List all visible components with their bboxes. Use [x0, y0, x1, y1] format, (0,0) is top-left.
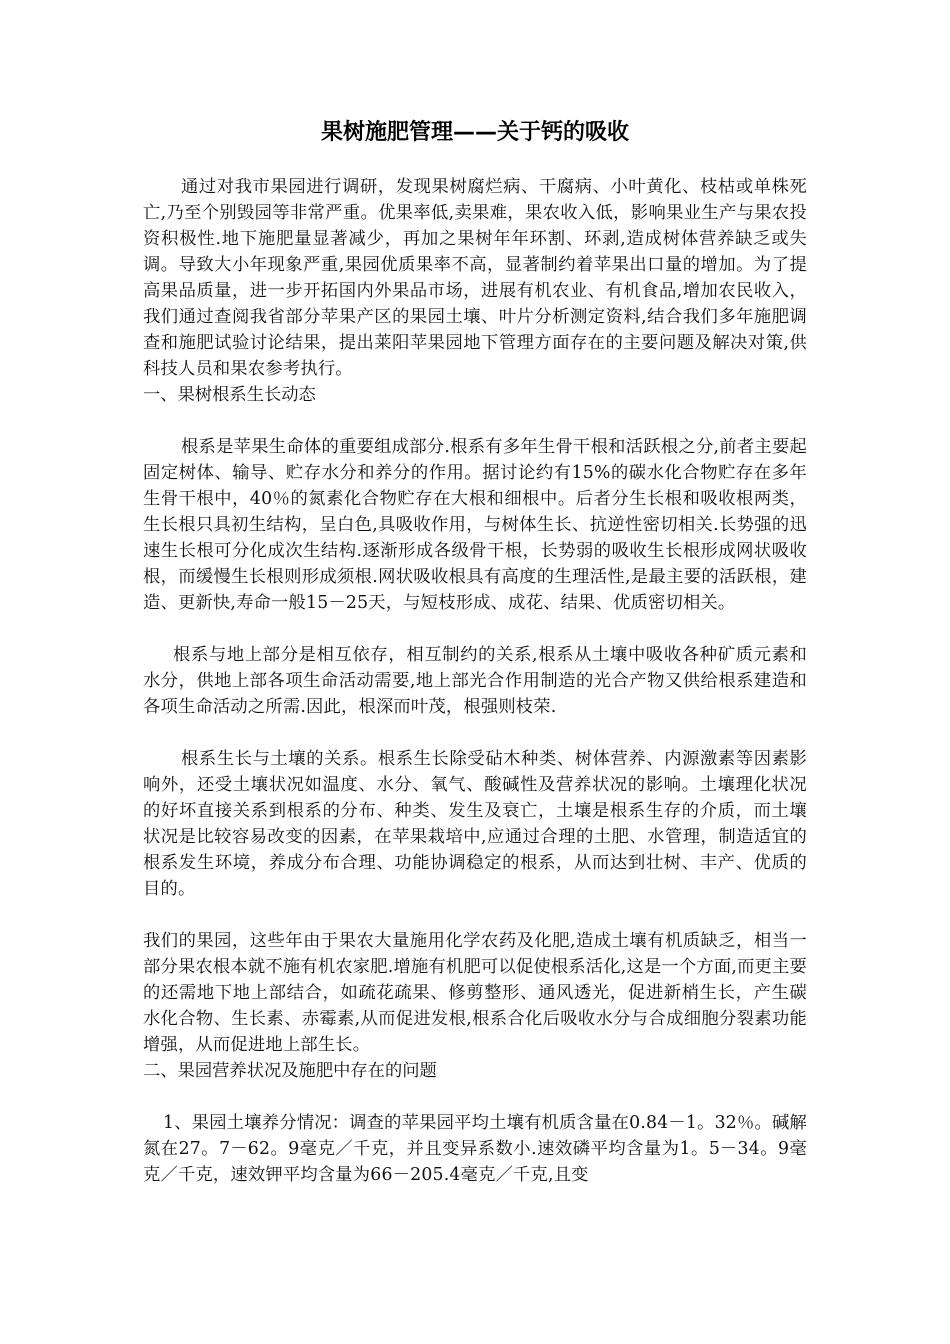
document-title: 果树施肥管理——关于钙的吸收 [320, 120, 629, 145]
section-1-paragraph-2: 根系与地上部分是相互依存，相互制约的关系,根系从土壤中吸收各种矿质元素和水分，供地上部各项生命活动需要,地上部光合作用制造的光合产物又供给根系建造和各项生命活动之所需.因此，根深而叶茂，根强则枝荣. [143, 645, 807, 717]
section-2-heading: 二、果园营养状况及施肥中存在的问题 [143, 1061, 437, 1081]
section-1-paragraph-4: 我们的果园，这些年由于果农大量施用化学农药及化肥,造成土壤有机质缺乏，相当一部分果农根本就不施有机农家肥.增施有机肥可以促使根系活化,这是一个方面,而更主要的还需地下地上部结合，如疏花疏果、修剪整形、通风透光，促进新梢生长，产生碳水化合物、生长素、赤霉素,从而促进发根,根系合化后吸收水分与合成细胞分裂素功能增强，从而促进地上部生长。 [143, 931, 807, 1055]
document-page [143, 118, 807, 1188]
section-1-paragraph-1: 根系是苹果生命体的重要组成部分.根系有多年生骨干根和活跃根之分,前者主要起固定树体、输导、贮存水分和养分的作用。据讨论约有15%的碳水化合物贮存在多年生骨干根中，40％的氮素化合物贮存在大根和细根中。后者分生长根和吸收根两类，生长根只具初生结构，呈白色,具吸收作用，与树体生长、抗逆性密切相关.长势强的迅速生长根可分化成次生结构.逐渐形成各级骨干根，长势弱的吸收生长根形成网状吸收根，而缓慢生长根则形成须根.网状吸收根具有高度的生理活性,是最主要的活跃根，建造、更新快,寿命一般15－25天，与短枝形成、成花、结果、优质密切相关。 [143, 437, 807, 613]
intro-paragraph: 通过对我市果园进行调研，发现果树腐烂病、干腐病、小叶黄化、枝枯或单株死亡,乃至个别毁园等非常严重。优果率低,卖果难，果农收入低，影响果业生产与果农投资积极性.地下施肥量显著减少，再加之果树年年环割、环剥,造成树体营养缺乏或失调。导致大小年现象严重,果园优质果率不高，显著制约着苹果出口量的增加。为了提高果品质量，进一步开拓国内外果品市场，进展有机农业、有机食品,增加农民收入，我们通过查阅我省部分苹果产区的果园土壤、叶片分析测定资料,结合我们多年施肥调查和施肥试验讨论结果，提出莱阳苹果园地下管理方面存在的主要问题及解决对策,供科技人员和果农参考执行。 [143, 177, 807, 379]
section-1-paragraph-3: 根系生长与土壤的关系。根系生长除受砧木种类、树体营养、内源激素等因素影响外，还受土壤状况如温度、水分、氧气、酸碱性及营养状况的影响。土壤理化状况的好坏直接关系到根系的分布、种类、发生及衰亡，土壤是根系生存的介质，而土壤状况是比较容易改变的因素，在苹果栽培中,应通过合理的土肥、水管理，制造适宜的根系发生环境，养成分布合理、功能协调稳定的根系，从而达到壮树、丰产、优质的目的。 [143, 749, 807, 899]
section-2-paragraph-1: 1、果园土壤养分情况：调查的苹果园平均土壤有机质含量在0.84－1。32％。碱解氮在27。7－62。9毫克／千克，并且变异系数小.速效磷平均含量为1。5－34。9毫克／千克，速效钾平均含量为66－205.4毫克／千克,且变 [143, 1113, 807, 1185]
section-1-heading: 一、果树根系生长动态 [143, 385, 316, 405]
